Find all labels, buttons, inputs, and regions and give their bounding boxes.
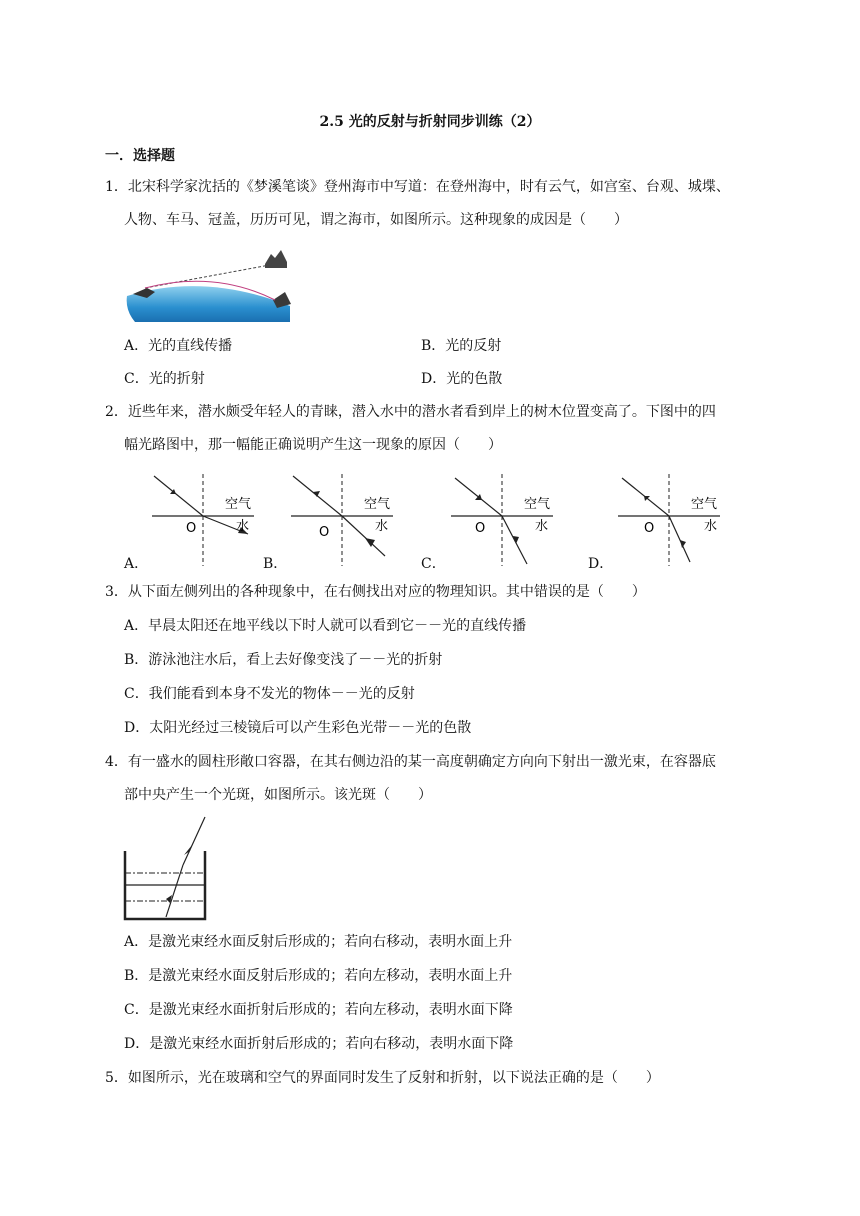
q3-option-b: B．游泳池注水后，看上去好像变浅了－－光的折射 bbox=[124, 652, 443, 668]
q4-option-d: D．是激光束经水面折射后形成的；若向右移动，表明水面下降 bbox=[124, 1036, 514, 1052]
water-label: 水 bbox=[236, 519, 250, 534]
question-2-line-2: 幅光路图中，那一幅能正确说明产生这一现象的原因（ ） bbox=[124, 437, 502, 453]
q1-option-a: A．光的直线传播 bbox=[124, 338, 233, 354]
origin-label: O bbox=[475, 521, 486, 536]
diagram-letter-c: C． bbox=[421, 556, 446, 572]
question-4-line-1: 4．有一盛水的圆柱形敞口容器，在其右侧边沿的某一高度朝确定方向向下射出一激光束，在容器底 bbox=[105, 754, 716, 770]
air-label: 空气 bbox=[225, 497, 252, 512]
diagram-c bbox=[447, 470, 557, 568]
question-2-line-1: 2．近些年来，潜水颇受年轻人的青睐，潜入水中的潜水者看到岸上的树木位置变高了。下图中的四 bbox=[105, 404, 716, 420]
air-label: 空气 bbox=[691, 497, 718, 512]
q4-option-c: C．是激光束经水面折射后形成的；若向左移动，表明水面下降 bbox=[124, 1002, 513, 1018]
air-label: 空气 bbox=[524, 497, 551, 512]
q4-option-b: B．是激光束经水面反射后形成的；若向左移动，表明水面上升 bbox=[124, 968, 513, 984]
q1-option-c: C．光的折射 bbox=[124, 371, 205, 387]
q3-option-a: A．早晨太阳还在地平线以下时人就可以看到它－－光的直线传播 bbox=[124, 618, 527, 634]
water-label: 水 bbox=[704, 519, 718, 534]
question-4-line-2: 部中央产生一个光斑，如图所示。该光斑（ ） bbox=[124, 787, 432, 803]
section-heading: 一．选择题 bbox=[105, 148, 175, 164]
question-1-line-1: 1．北宋科学家沈括的《梦溪笔谈》登州海市中写道：在登州海中，时有云气，如宫室、台观、城堞、 bbox=[105, 179, 730, 195]
air-label: 空气 bbox=[364, 497, 391, 512]
q1-option-d: D．光的色散 bbox=[421, 371, 503, 387]
water-label: 水 bbox=[535, 519, 549, 534]
diagram-a bbox=[148, 470, 258, 568]
question-5-line-1: 5．如图所示，光在玻璃和空气的界面同时发生了反射和折射，以下说法正确的是（ ） bbox=[105, 1070, 660, 1086]
diagram-letter-a: A． bbox=[124, 556, 149, 572]
q3-option-c: C．我们能看到本身不发光的物体－－光的反射 bbox=[124, 686, 415, 702]
diagram-b bbox=[287, 470, 397, 568]
water-label: 水 bbox=[375, 519, 389, 534]
container-figure bbox=[120, 815, 210, 923]
origin-label: O bbox=[186, 521, 197, 536]
origin-label: O bbox=[644, 521, 655, 536]
question-1-line-2: 人物、车马、冠盖，历历可见，谓之海市，如图所示。这种现象的成因是（ ） bbox=[124, 212, 628, 228]
question-3-line-1: 3．从下面左侧列出的各种现象中，在右侧找出对应的物理知识。其中错误的是（ ） bbox=[105, 584, 646, 600]
origin-label: O bbox=[319, 525, 330, 540]
diagram-letter-d: D． bbox=[588, 556, 614, 572]
q4-option-a: A．是激光束经水面反射后形成的；若向右移动，表明水面上升 bbox=[124, 934, 513, 950]
mirage-figure bbox=[125, 244, 291, 322]
q1-option-b: B．光的反射 bbox=[421, 338, 502, 354]
document-title: 2.5 光的反射与折射同步训练（2） bbox=[319, 114, 541, 130]
diagram-letter-b: B． bbox=[263, 556, 288, 572]
q3-option-d: D．太阳光经过三棱镜后可以产生彩色光带－－光的色散 bbox=[124, 720, 472, 736]
diagram-d bbox=[614, 470, 724, 568]
